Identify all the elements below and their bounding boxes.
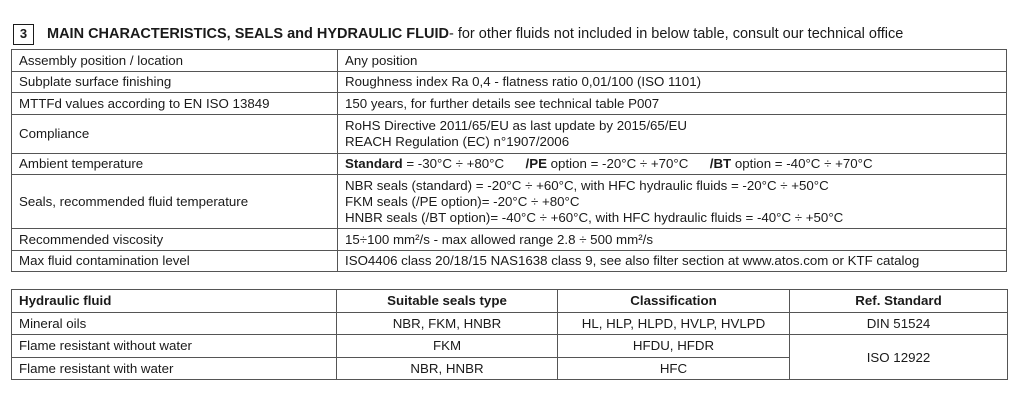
seals-type: FKM [337,335,558,358]
fluid-name: Flame resistant with water [12,357,337,380]
header-classification: Classification [558,290,790,313]
row-label: Ambient temperature [12,153,338,175]
seals-type: NBR, HNBR [337,357,558,380]
row-value: Any position [338,50,1007,72]
characteristics-table [11,49,1007,272]
row-value: 15÷100 mm²/s - max allowed range 2.8 ÷ 500 mm²/s [338,229,1007,251]
ambient-standard-key: Standard [345,156,403,172]
compliance-rohs: RoHS Directive 2011/65/EU as last update by 2015/65/EU [345,117,687,133]
table-row [12,93,1007,115]
row-label: Max fluid contamination level [12,250,338,272]
ambient-pe-key: /PE [525,156,547,172]
table-row [12,335,1008,358]
header-seals-type: Suitable seals type [337,290,558,313]
fluid-name: Flame resistant without water [12,335,337,358]
fluid-name: Mineral oils [12,312,337,335]
row-value: 150 years, for further details see technical table P007 [338,93,1007,115]
section-number: 3 [13,24,34,45]
row-value [338,175,1007,229]
header-hydraulic-fluid: Hydraulic fluid [12,290,337,313]
row-label: Compliance [12,114,338,153]
row-label: Subplate surface finishing [12,71,338,93]
section-header [13,22,903,46]
table-row [12,114,1007,153]
row-value [338,153,1007,175]
fluid-table-header [12,290,1008,313]
table-row [12,250,1007,272]
row-value: Roughness index Ra 0,4 - flatness ratio 0,01/100 (ISO 1101) [338,71,1007,93]
row-label: Assembly position / location [12,50,338,72]
row-label: MTTFd values according to EN ISO 13849 [12,93,338,115]
fluid-table [11,289,1008,380]
seals-fkm: FKM seals (/PE option)= -20°C ÷ +80°C [345,193,580,209]
row-label: Recommended viscosity [12,229,338,251]
ambient-standard-value: = -30°C ÷ +80°C [402,156,505,172]
classification: HFC [558,357,790,380]
ambient-pe-value: option = -20°C ÷ +70°C [546,156,689,172]
table-row [12,153,1007,175]
seals-hnbr: HNBR seals (/BT option)= -40°C ÷ +60°C, with HFC hydraulic fluids = -40°C ÷ +50°C [345,209,844,225]
ambient-bt-key: /BT [709,156,732,172]
section-subtitle: - for other fluids not included in below table, consult our technical office [448,26,904,42]
classification: HL, HLP, HLPD, HVLP, HVLPD [558,312,790,335]
table-row [12,229,1007,251]
table-row [12,175,1007,229]
compliance-reach: REACH Regulation (EC) n°1907/2006 [345,133,570,149]
ref-standard: ISO 12922 [790,335,1008,380]
row-value: ISO4406 class 20/18/15 NAS1638 class 9, see also filter section at www.atos.com or KTF catalog [338,250,1007,272]
classification: HFDU, HFDR [558,335,790,358]
ref-standard: DIN 51524 [790,312,1008,335]
row-value [338,114,1007,153]
table-row [12,312,1008,335]
row-label: Seals, recommended fluid temperature [12,175,338,229]
table-row [12,71,1007,93]
table-row [12,50,1007,72]
ambient-bt-value: option = -40°C ÷ +70°C [731,156,873,172]
seals-nbr: NBR seals (standard) = -20°C ÷ +60°C, with HFC hydraulic fluids = -20°C ÷ +50°C [345,177,829,193]
seals-type: NBR, FKM, HNBR [337,312,558,335]
section-title: MAIN CHARACTERISTICS, SEALS and HYDRAULIC FLUID [47,26,449,42]
header-ref-standard: Ref. Standard [790,290,1008,313]
